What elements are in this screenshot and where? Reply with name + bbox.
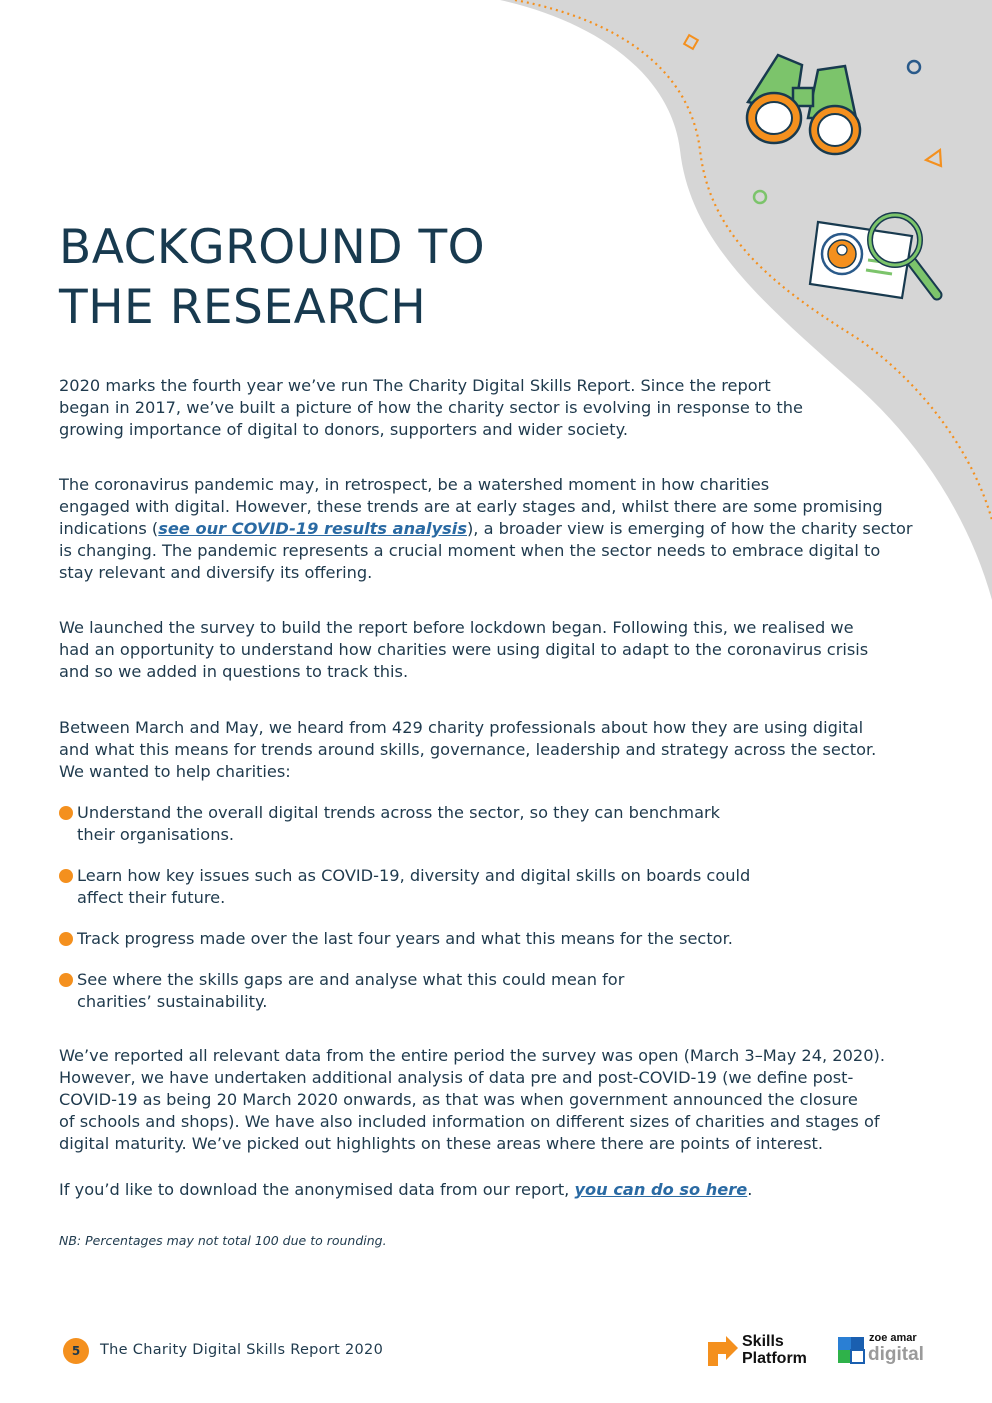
text-line: and what this means for trends around skills, governance, leadership and strategy across the sector. [59,740,877,759]
text-line: had an opportunity to understand how charities were using digital to adapt to the coronavirus crisis [59,640,869,659]
text-fragment: indications ( [59,519,159,538]
orange-bullet-icon [59,806,73,820]
text-fragment: If you’d like to download the anonymised data from our report, [59,1180,575,1199]
text-line: 2020 marks the fourth year we’ve run The Charity Digital Skills Report. Since the report [59,376,771,395]
bullet-item [59,802,750,846]
text-line: We’ve reported all relevant data from the entire period the survey was open (March 3–May 24, 2020). [59,1046,885,1065]
text-line: Track progress made over the last four years and what this means for the sector. [77,929,733,948]
title-line-2: THE RESEARCH [59,280,427,335]
covid-results-link[interactable]: see our COVID-19 results analysis [158,519,467,538]
intro-paragraph [59,375,803,441]
download-data-link[interactable]: you can do so here [574,1180,748,1199]
text-line: Learn how key issues such as COVID-19, diversity and digital skills on boards could [77,866,751,885]
text-line: However, we have undertaken additional analysis of data pre and post-COVID-19 (we define post- [59,1068,854,1087]
text-line: of schools and shops). We have also included information on different sizes of charities and stages of [59,1112,880,1131]
logo-text: Skills [742,1333,784,1350]
text-line: Understand the overall digital trends across the sector, so they can benchmark [77,803,721,822]
text-line: engaged with digital. However, these trends are at early stages and, whilst there are some promising [59,497,883,516]
respondents-paragraph [59,717,876,783]
page-title [59,218,485,338]
text-line: growing importance of digital to donors, supporters and wider society. [59,420,629,439]
text-line: charities’ sustainability. [77,992,268,1011]
orange-bullet-icon [59,869,73,883]
text-line: began in 2017, we’ve built a picture of how the charity sector is evolving in response to the [59,398,803,417]
text-line [59,1179,752,1201]
text-line: and so we added in questions to track this. [59,662,409,681]
page-number-badge: 5 [63,1338,89,1364]
text-line: COVID-19 as being 20 March 2020 onwards, as that was when government announced the closure [59,1090,858,1109]
puzzle-logo-icon [836,1335,866,1367]
orange-bullet-icon [59,973,73,987]
bullet-item [59,928,750,950]
text-line: See where the skills gaps are and analyse what this could mean for [77,970,625,989]
bullet-item [59,969,750,1013]
text-line: digital maturity. We’ve picked out highlights on these areas where there are points of interest. [59,1134,824,1153]
text-fragment: ), a broader view is emerging of how the charity sector [466,519,913,538]
skills-platform-logo [706,1333,826,1369]
text-line: is changing. The pandemic represents a crucial moment when the sector needs to embrace digital to [59,541,881,560]
text-fragment: . [747,1180,753,1199]
text-line [59,518,913,540]
orange-bullet-icon [59,932,73,946]
methodology-paragraph [59,1045,885,1155]
logo-text: zoe amar [869,1332,917,1344]
logo-text: Platform [742,1350,807,1367]
text-line: We wanted to help charities: [59,762,291,781]
bullet-item [59,865,750,909]
download-paragraph [59,1179,752,1201]
aims-bullet-list [59,802,750,1013]
rounding-note: NB: Percentages may not total 100 due to rounding. [59,1233,387,1248]
title-line-1: BACKGROUND TO [59,220,486,275]
text-line: their organisations. [77,825,235,844]
survey-paragraph [59,617,868,683]
text-line: We launched the survey to build the report before lockdown began. Following this, we realised we [59,618,854,637]
profile-card-icon [810,222,912,298]
text-line: stay relevant and diversify its offering. [59,563,373,582]
pandemic-paragraph [59,474,913,584]
arrow-logo-icon [706,1334,740,1368]
logo-text: digital [868,1344,924,1365]
zoe-amar-digital-logo [836,1331,936,1369]
text-line: affect their future. [77,888,226,907]
text-line: The coronavirus pandemic may, in retrospect, be a watershed moment in how charities [59,475,770,494]
footer-report-title: The Charity Digital Skills Report 2020 [100,1342,384,1358]
text-line: Between March and May, we heard from 429 charity professionals about how they are using digital [59,718,864,737]
